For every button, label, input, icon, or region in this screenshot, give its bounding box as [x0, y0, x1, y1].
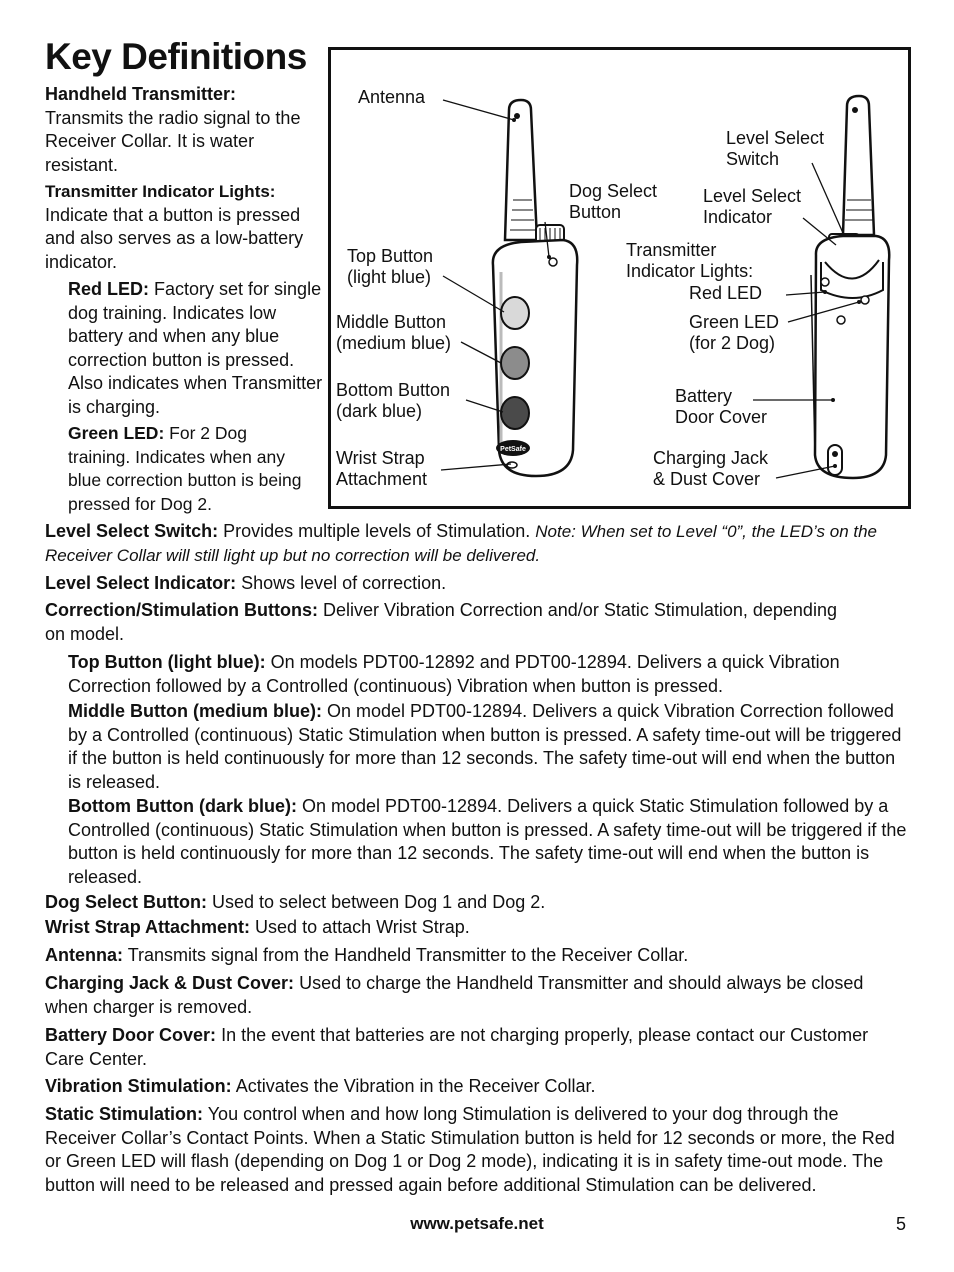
term: Top Button (light blue):	[68, 652, 266, 672]
green-led-icon	[861, 296, 869, 304]
def-wrist-strap	[45, 916, 905, 940]
def-green-led	[68, 422, 313, 516]
definition: Used to select between Dog 1 and Dog 2.	[212, 892, 546, 912]
def-static	[45, 1103, 905, 1197]
term: Level Select Switch:	[45, 521, 219, 541]
page-number: 5	[896, 1214, 907, 1234]
antenna-front-icon	[505, 100, 537, 240]
label-indicator-lights: Transmitter Indicator Lights:	[626, 240, 754, 281]
label-level-switch: Level Select Switch	[726, 128, 825, 169]
charging-jack-icon	[828, 445, 842, 475]
def-middle-button	[68, 700, 908, 794]
def-red-led	[68, 278, 324, 419]
definition: On model PDT00-12894. Delivers a quick Static Stimulation followed by a Controlled (continuous) Static Stimulation when button is pressed. A safety time-out will be triggered if the button is held continuously for more than 12 seconds. The safety time-out will end when the button is released.	[68, 796, 907, 887]
def-level-switch	[45, 520, 905, 567]
def-charging-jack	[45, 972, 905, 1019]
label-level-indicator: Level Select Indicator	[703, 186, 802, 227]
def-vibration	[45, 1075, 905, 1099]
middle-button-icon	[501, 347, 529, 379]
label-battery-door: Battery Door Cover	[675, 386, 768, 427]
label-antenna: Antenna	[358, 87, 426, 107]
def-handheld	[45, 83, 320, 177]
label-top-button: Top Button (light blue)	[347, 246, 434, 287]
footer-url[interactable]: www.petsafe.net	[410, 1214, 544, 1233]
def-correction-buttons	[45, 599, 845, 646]
label-middle-button: Middle Button (medium blue)	[336, 312, 452, 353]
term: Dog Select Button:	[45, 892, 207, 912]
term: Green LED:	[68, 423, 165, 443]
term: Antenna:	[45, 945, 123, 965]
label-dog-select: Dog Select Button	[569, 181, 658, 222]
term: Red LED:	[68, 279, 149, 299]
definition: In the event that batteries are not charging properly, please contact our Customer Care Center.	[45, 1025, 869, 1069]
term: Static Stimulation:	[45, 1104, 204, 1124]
term: Handheld Transmitter:	[45, 84, 237, 104]
antenna-back-icon	[843, 96, 874, 235]
definition: You control when and how long Stimulation is delivered to your dog through the Receiver Collar’s Contact Points. When a Static Stimulation button is held for 12 seconds or more, the Red or Green LED will flash (depending on Dog 1 or Dog 2 mode), indicating it is in safety time-out mode. The button will need to be released and pressed again before additional Stimulation can be delivered.	[45, 1104, 895, 1195]
definition: Shows level of correction.	[241, 573, 447, 593]
definition: Provides multiple levels of Stimulation.	[223, 521, 531, 541]
def-bottom-button	[68, 795, 908, 889]
label-green-led: Green LED (for 2 Dog)	[689, 312, 780, 353]
definition: Activates the Vibration in the Receiver Collar.	[235, 1076, 596, 1096]
def-battery-door	[45, 1024, 905, 1071]
transmitter-back-body	[815, 236, 889, 478]
transmitter-diagram	[328, 47, 911, 509]
definition: Transmits signal from the Handheld Transmitter to the Receiver Collar.	[127, 945, 689, 965]
def-top-button	[68, 651, 904, 698]
note: Note: When set to Level “0”, the LED’s on the Receiver Collar will still light up but no correction will be delivered.	[45, 522, 878, 565]
definition: Transmits the radio signal to the Receiver Collar. It is water resistant.	[45, 107, 301, 175]
definition: On models PDT00-12892 and PDT00-12894. Delivers a quick Vibration Correction followed by a Controlled (continuous) Vibration when button is pressed.	[68, 652, 840, 696]
label-wrist-strap: Wrist Strap Attachment	[336, 448, 428, 489]
term: Battery Door Cover:	[45, 1025, 217, 1045]
def-dog-select	[45, 891, 905, 915]
red-led-icon	[821, 278, 829, 286]
label-charging-jack: Charging Jack & Dust Cover	[653, 448, 769, 489]
term: Vibration Stimulation:	[45, 1076, 232, 1096]
def-antenna	[45, 944, 905, 968]
term: Bottom Button (dark blue):	[68, 796, 297, 816]
definition: Factory set for single dog training. Indicates low battery and when any blue correction button is pressed. Also indicates when Transmitter is charging.	[68, 279, 323, 417]
definition: For 2 Dog training. Indicates when any blue correction button is being pressed for Dog 2.	[68, 423, 302, 514]
def-level-indicator	[45, 572, 905, 596]
label-bottom-button: Bottom Button (dark blue)	[336, 380, 451, 421]
brand-logo-text: PetSafe	[500, 446, 526, 453]
label-red-led: Red LED	[689, 283, 763, 303]
term: Middle Button (medium blue):	[68, 701, 322, 721]
wrist-strap-hole-icon	[507, 462, 517, 468]
definition: Indicate that a button is pressed and also serves as a low-battery indicator.	[45, 204, 304, 272]
definition: Deliver Vibration Correction and/or Static Stimulation, depending on model.	[45, 600, 837, 644]
term: Correction/Stimulation Buttons:	[45, 600, 318, 620]
definition: Used to charge the Handheld Transmitter and should always be closed when charger is removed.	[45, 973, 864, 1017]
page-title: Key Definitions	[45, 36, 307, 77]
term: Charging Jack & Dust Cover:	[45, 973, 295, 993]
definition: On model PDT00-12894. Delivers a quick Vibration Correction followed by a Controlled (continuous) Static Stimulation when button is pressed. A safety time-out will be triggered if the button is held continuously for more than 12 seconds. The safety time-out will end when the button is released.	[68, 701, 902, 792]
term: Level Select Indicator:	[45, 573, 237, 593]
term: Transmitter Indicator Lights:	[45, 182, 276, 201]
term: Wrist Strap Attachment:	[45, 917, 251, 937]
bottom-button-icon	[501, 397, 529, 429]
definition: Used to attach Wrist Strap.	[255, 917, 470, 937]
def-indicator-lights	[45, 180, 320, 274]
top-button-icon	[501, 297, 529, 329]
